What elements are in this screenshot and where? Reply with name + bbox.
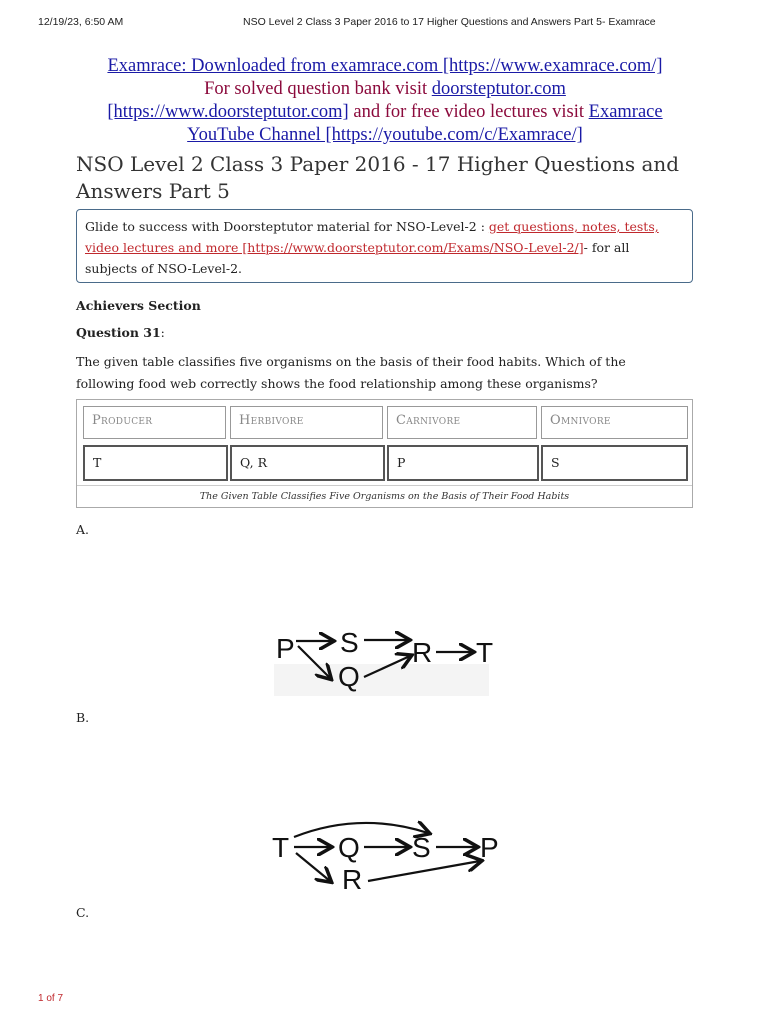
banner-text-2: and for free video lectures visit xyxy=(348,102,589,122)
examrace-youtube-link-b[interactable]: YouTube Channel [https://youtube.com/c/Examrace/] xyxy=(187,125,583,145)
header-carnivore: Carnivore xyxy=(387,406,537,439)
print-title: NSO Level 2 Class 3 Paper 2016 to 17 Higher Questions and Answers Part 5- Examrace xyxy=(243,16,656,28)
option-a-label: A. xyxy=(76,522,90,537)
notice-prefix: Glide to success with Doorsteptutor material for NSO-Level-2 : xyxy=(85,219,489,234)
question-text: The given table classifies five organisms on the basis of their food habits. Which of the following food web correctly shows the food relationship among these organisms? xyxy=(76,354,626,391)
table-caption: The Given Table Classifies Five Organisms on the Basis of Their Food Habits xyxy=(77,485,692,509)
page-title: NSO Level 2 Class 3 Paper 2016 - 17 Higher Questions and Answers Part 5 xyxy=(76,152,680,203)
node-q: Q xyxy=(338,661,360,692)
node-r: R xyxy=(342,864,363,895)
cell-producer: T xyxy=(83,445,228,481)
node-s: S xyxy=(412,832,431,863)
food-web-diagram-b xyxy=(270,815,510,899)
notice-link[interactable]: get questions, notes, tests, video lectures and more [https://www.doorsteptutor.com/Exams/NSO-Level-2/] xyxy=(85,219,659,255)
source-banner xyxy=(76,55,694,147)
node-s: S xyxy=(340,627,359,658)
header-omnivore: Omnivore xyxy=(541,406,688,439)
cell-carnivore: P xyxy=(387,445,539,481)
doorsteptutor-link[interactable]: doorsteptutor.com xyxy=(431,79,566,99)
node-r: R xyxy=(412,637,433,668)
option-c-label: C. xyxy=(76,905,90,920)
section-heading: Achievers Section xyxy=(76,298,201,313)
notice-box xyxy=(76,209,693,283)
question-label xyxy=(76,325,165,340)
node-t: T xyxy=(272,832,290,863)
print-datetime: 12/19/23, 6:50 AM xyxy=(38,16,124,28)
page-number: 1 of 7 xyxy=(38,993,64,1004)
doorsteptutor-url-link[interactable]: [https://www.doorsteptutor.com] xyxy=(107,102,349,122)
header-producer: Producer xyxy=(83,406,226,439)
examrace-link[interactable]: Examrace: Downloaded from examrace.com [https://www.examrace.com/] xyxy=(107,56,663,76)
banner-text-1: For solved question bank visit xyxy=(204,79,432,99)
node-q: Q xyxy=(338,832,360,863)
examrace-youtube-link-a[interactable]: Examrace xyxy=(588,102,663,122)
cell-herbivore: Q, R xyxy=(230,445,385,481)
node-p: P xyxy=(276,633,295,664)
question-number: Question 31 xyxy=(76,325,161,340)
cell-omnivore: S xyxy=(541,445,688,481)
print-header xyxy=(0,12,768,28)
node-p: P xyxy=(480,832,499,863)
food-web-diagram-a xyxy=(272,620,502,704)
node-t: T xyxy=(476,637,494,668)
notice-suffix: - for all subjects of NSO-Level-2. xyxy=(85,240,630,276)
option-b-label: B. xyxy=(76,710,90,725)
question-colon: : xyxy=(160,325,165,340)
header-herbivore: Herbivore xyxy=(230,406,383,439)
food-habits-table xyxy=(76,399,693,508)
